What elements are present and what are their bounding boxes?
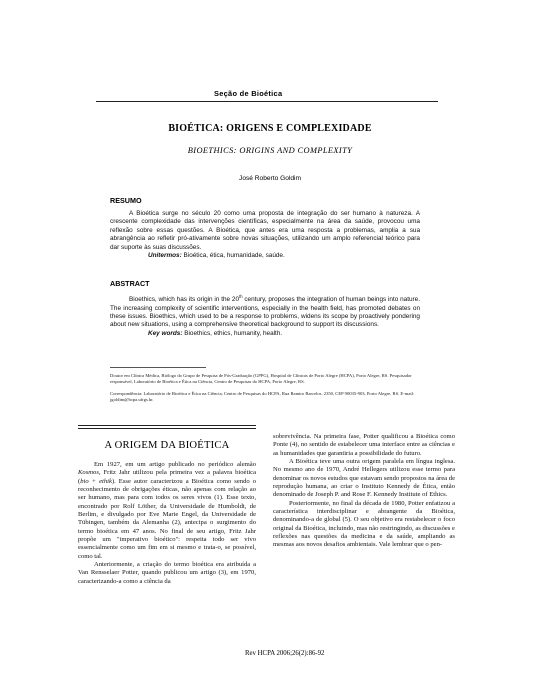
abstract-superscript: th	[239, 294, 243, 299]
body-p1-a: Em 1927, em um artigo publicado no periódico alemão	[94, 461, 256, 468]
resumo-heading: RESUMO	[110, 196, 142, 205]
body-paragraph-3: A Bioética teve uma outra origem paralela em língua inglesa. No mesmo ano de 1970, André Hellegers utilizou esse termo para denominar os novos estudos que estavam sendo propostos na área de reprodução humana, ao criar o Instituto Kennedy de Ética, então denominado de Joseph P. and Rose F. Kennedy Institute of Ethics.	[273, 458, 455, 499]
section-heading-rule-thick	[78, 425, 256, 426]
body-p1-c: ). Esse autor caracterizou a Bioética como sendo o reconhecimento de obrigações éticas, não apenas com relação ao ser humano, mas para com todos os seres vivos (1). Esse texto, encontrado por Rolf Löther, da Universidade de Humboldt, de Berlim, e divulgado por Eve Marie Engel, da Universidade de Tübingen, também da Alemanha (2), antecipa o surgimento do termo bioética em 47 anos. No final de seu artigo, Fritz Jahr propõe um "imperativo bioético": respeita todo ser vivo essencialmente como um fim em si mesmo e trata-o, se possível, como tal.	[78, 477, 256, 560]
abstract-text-rest: century, proposes the integration of human beings into nature. The increasing complexity of scientific interventions, especially in the health field, has promoted debates on these issues. Bioethics, which used to be a response to problems, widens its scope by proactively pondering about new situations, using a comprehensive theoretical background to support its discussions.	[110, 296, 421, 329]
section-title: Seção de Bioética	[214, 89, 283, 98]
body-paragraph-1	[78, 461, 256, 561]
article-title: BIOÉTICA: ORIGENS E COMPLEXIDADE	[168, 123, 372, 134]
body-p1-b: , Fritz Jahr utilizou pela primeira vez a palavra bioética (	[78, 469, 256, 485]
section-heading-rule-thin	[78, 428, 256, 429]
article-author: José Roberto Goldim	[239, 175, 301, 182]
body-heading: A ORIGEM DA BIOÉTICA	[104, 440, 230, 451]
body-paragraph-2-continued: sobrevivência. Na primeira fase, Potter qualificou a Bioética como Ponte (4), no sentido de estabelecer uma interface entre as ciências e as humanidades que garantiria a possibilidade do futuro.	[273, 433, 455, 457]
article-subtitle: BIOETHICS: ORIGINS AND COMPLEXITY	[187, 146, 353, 155]
resumo-keywords	[110, 252, 420, 260]
resumo-block	[110, 210, 420, 260]
abstract-paragraph	[110, 293, 420, 330]
abstract-keywords-label: Key words:	[148, 329, 183, 337]
body-p1-bio: bio + ethik	[80, 477, 112, 485]
body-paragraph-2: Anteriormente, a criação do termo bioética era atribuída a Van Rensselaer Potter, quando publicou um artigo (3), em 1970, caracterizando-a como a ciência da	[78, 561, 256, 585]
body-column-left	[78, 461, 256, 586]
abstract-text-start: Bioethics, which has its origin in the 20	[129, 296, 240, 304]
page-footer-citation: Rev HCPA 2006;26(2):86-92	[245, 650, 325, 657]
body-p1-kosmos: Kosmos	[78, 469, 99, 477]
resumo-paragraph: A Bioética surge no século 20 como uma proposta de integração do ser humano à natureza. A crescente complexidade das intervenções científicas, especialmente na área da saúde, provocou uma reflexão sobre essas questões. A Bioética, que antes era uma resposta a problemas, amplia a sua abrangência ao refletir pró-ativamente sobre novas situações, utilizando um amplo referencial teórico para dar suporte às suas discussões.	[110, 210, 420, 251]
header-rule	[96, 101, 438, 102]
footnote-affiliation: Doutor em Clínica Médica, Biólogo do Grupo de Pesquisa de Pós-Graduação (GPPG), Hospital de Clínicas de Porto Alegre (HCPA), Porto Alegre, RS. Pesquisador responsável, Laboratório de Bioética e Ética na Ciência, Centro de Pesquisas do HCPA, Porto Alegre, RS.	[110, 373, 412, 384]
footnote-rule	[110, 367, 206, 368]
body-paragraph-4: Posteriormente, no final da década de 1980, Potter enfatizou a característica interdisciplinar e abrangente da Bioética, denominando-a de global (5). O seu objetivo era restabelecer o foco original da Bioética, incluindo, mas não restringindo, as discussões e reflexões nas questões da medicina e da saúde, ampliando as mesmas aos novos desafios ambientais. Vale lembrar que o pen-	[273, 499, 455, 549]
abstract-heading: ABSTRACT	[110, 279, 150, 288]
body-column-right	[273, 433, 455, 550]
resumo-keywords-text: Bioética, ética, humanidade, saúde.	[181, 252, 285, 260]
resumo-keywords-label: Unitermos:	[148, 252, 182, 260]
footnote-correspondence: Correspondência: Laboratório de Bioética e Ética na Ciência, Centro de Pesquisas do HCPA, Rua Ramiro Barcelos, 2350, CEP 90035-903, Porto Alegre, RS. E-mail: jgoldim@hcpa.ufrgs.br.	[110, 391, 415, 402]
abstract-keywords-text: Bioethics, ethics, humanity, health.	[182, 329, 283, 337]
abstract-block	[110, 293, 420, 338]
abstract-keywords	[110, 330, 420, 338]
